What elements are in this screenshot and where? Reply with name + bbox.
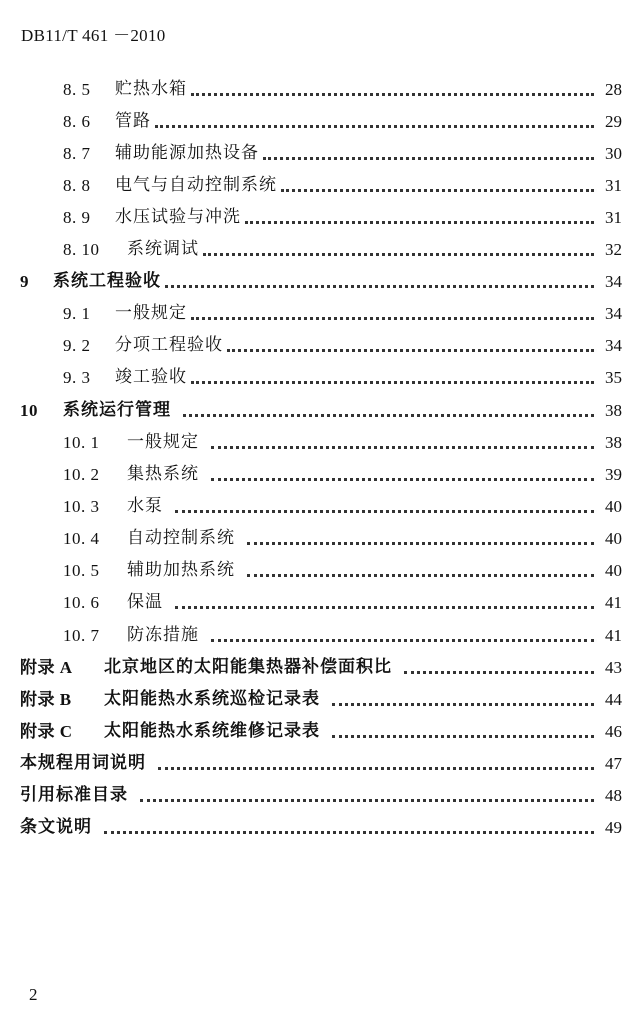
toc-entry-number: 10 [20, 400, 38, 420]
toc-entry-title: 条文说明 [20, 816, 92, 837]
dot-leader [332, 732, 594, 738]
toc-entry-page: 30 [605, 143, 622, 163]
dot-leader [245, 218, 594, 224]
toc-chapter-9[interactable] [20, 265, 622, 297]
toc-entry-page: 41 [605, 592, 622, 612]
toc-entry-number: 10. 3 [63, 496, 100, 516]
document-code-header: DB11/T 461 －2010 [21, 26, 166, 45]
toc-entry-8-6[interactable] [63, 105, 622, 137]
toc-entry-number: 10. 2 [63, 464, 100, 484]
toc-entry-page: 46 [605, 721, 622, 741]
toc-entry-page: 43 [605, 657, 622, 677]
toc-entry-number: 9. 3 [63, 367, 91, 387]
toc-entry-10-6[interactable] [63, 586, 622, 618]
toc-entry-number: 10. 1 [63, 432, 100, 452]
dot-leader [203, 250, 594, 256]
toc-entry-title: 分项工程验收 [115, 334, 223, 355]
toc-entry-10-1[interactable] [63, 426, 622, 458]
toc-entry-10-7[interactable] [63, 619, 622, 651]
toc-entry-8-7[interactable] [63, 137, 622, 169]
dot-leader [332, 700, 594, 706]
toc-entry-title: 水压试验与冲洗 [115, 206, 241, 227]
dot-leader [183, 411, 594, 417]
toc-entry-number: 附录 C [20, 721, 73, 741]
toc-appendix-a[interactable] [20, 651, 622, 683]
dot-leader [211, 475, 594, 481]
toc-entry-title: 太阳能热水系统巡检记录表 [104, 688, 320, 709]
toc-entry-page: 41 [605, 625, 622, 645]
toc-entry-page: 40 [605, 496, 622, 516]
toc-entry-page: 40 [605, 528, 622, 548]
toc-entry-10-3[interactable] [63, 490, 622, 522]
toc-entry-8-10[interactable] [63, 233, 622, 265]
toc-entry-title: 管路 [115, 110, 151, 131]
toc-entry-8-5[interactable] [63, 73, 622, 105]
toc-entry-10-4[interactable] [63, 522, 622, 554]
dot-leader [247, 539, 594, 545]
toc-entry-title: 引用标准目录 [20, 784, 128, 805]
toc-entry-title: 本规程用词说明 [20, 752, 146, 773]
dot-leader [191, 314, 594, 320]
toc-entry-title: 贮热水箱 [115, 78, 187, 99]
toc-entry-page: 38 [605, 400, 622, 420]
toc-usage-notes[interactable] [20, 747, 622, 779]
toc-clause-explanation[interactable] [20, 811, 622, 843]
toc-entry-9-1[interactable] [63, 297, 622, 329]
dot-leader [227, 346, 594, 352]
toc-entry-title: 水泵 [127, 495, 163, 516]
toc-referenced-standards[interactable] [20, 779, 622, 811]
toc-entry-number: 8. 8 [63, 175, 91, 195]
dot-leader [158, 764, 594, 770]
toc-entry-title: 系统调试 [127, 238, 199, 259]
toc-entry-8-9[interactable] [63, 201, 622, 233]
toc-entry-page: 35 [605, 367, 622, 387]
dot-leader [281, 186, 594, 192]
dot-leader [191, 378, 594, 384]
toc-entry-number: 附录 B [20, 689, 72, 709]
toc-entry-number: 10. 6 [63, 592, 100, 612]
toc-entry-title: 竣工验收 [115, 366, 187, 387]
dot-leader [263, 154, 594, 160]
toc-entry-page: 39 [605, 464, 622, 484]
toc-entry-title: 辅助能源加热设备 [115, 142, 259, 163]
toc-entry-number: 9 [20, 271, 29, 291]
toc-entry-number: 9. 1 [63, 303, 91, 323]
toc-entry-title: 电气与自动控制系统 [115, 174, 277, 195]
toc-entry-number: 8. 10 [63, 239, 100, 259]
page-number: 2 [29, 985, 38, 1004]
toc-entry-9-2[interactable] [63, 329, 622, 361]
toc-entry-number: 8. 9 [63, 207, 91, 227]
toc-entry-page: 29 [605, 111, 622, 131]
toc-entry-page: 31 [605, 207, 622, 227]
dot-leader [140, 796, 594, 802]
toc-entry-page: 49 [605, 817, 622, 837]
toc-entry-title: 系统工程验收 [53, 270, 161, 291]
toc-entry-title: 保温 [127, 591, 163, 612]
toc-entry-number: 9. 2 [63, 335, 91, 355]
toc-entry-10-5[interactable] [63, 554, 622, 586]
toc-entry-number: 10. 4 [63, 528, 100, 548]
toc-entry-title: 辅助加热系统 [127, 559, 235, 580]
toc-entry-number: 8. 6 [63, 111, 91, 131]
dot-leader [404, 668, 594, 674]
toc-entry-page: 44 [605, 689, 622, 709]
dot-leader [191, 90, 594, 96]
dot-leader [175, 507, 594, 513]
dot-leader [211, 636, 594, 642]
toc-chapter-10[interactable] [20, 394, 622, 426]
toc-entry-page: 34 [605, 303, 622, 323]
toc-entry-page: 47 [605, 753, 622, 773]
toc-appendix-c[interactable] [20, 715, 622, 747]
toc-entry-title: 北京地区的太阳能集热器补偿面积比 [104, 656, 392, 677]
dot-leader [175, 603, 594, 609]
dot-leader [165, 282, 594, 288]
toc-entry-title: 太阳能热水系统维修记录表 [104, 720, 320, 741]
toc-entry-title: 集热系统 [127, 463, 199, 484]
toc-entry-title: 一般规定 [115, 302, 187, 323]
toc-entry-title: 系统运行管理 [63, 399, 171, 420]
toc-entry-page: 48 [605, 785, 622, 805]
toc-entry-title: 自动控制系统 [127, 527, 235, 548]
dot-leader [247, 571, 594, 577]
toc-entry-10-2[interactable] [63, 458, 622, 490]
toc-entry-number: 10. 5 [63, 560, 100, 580]
toc-entry-page: 32 [605, 239, 622, 259]
toc-entry-page: 40 [605, 560, 622, 580]
toc-entry-number: 10. 7 [63, 625, 100, 645]
dot-leader [104, 828, 594, 834]
toc-entry-page: 38 [605, 432, 622, 452]
toc-entry-page: 31 [605, 175, 622, 195]
toc-entry-9-3[interactable] [63, 361, 622, 393]
toc-entry-page: 34 [605, 271, 622, 291]
dot-leader [211, 443, 594, 449]
toc-entry-number: 8. 7 [63, 143, 91, 163]
dot-leader [155, 122, 594, 128]
toc-entry-number: 8. 5 [63, 79, 91, 99]
toc-appendix-b[interactable] [20, 683, 622, 715]
toc-entry-title: 一般规定 [127, 431, 199, 452]
toc-entry-page: 28 [605, 79, 622, 99]
toc-entry-8-8[interactable] [63, 169, 622, 201]
toc-entry-page: 34 [605, 335, 622, 355]
toc-entry-number: 附录 A [20, 657, 73, 677]
toc-entry-title: 防冻措施 [127, 624, 199, 645]
